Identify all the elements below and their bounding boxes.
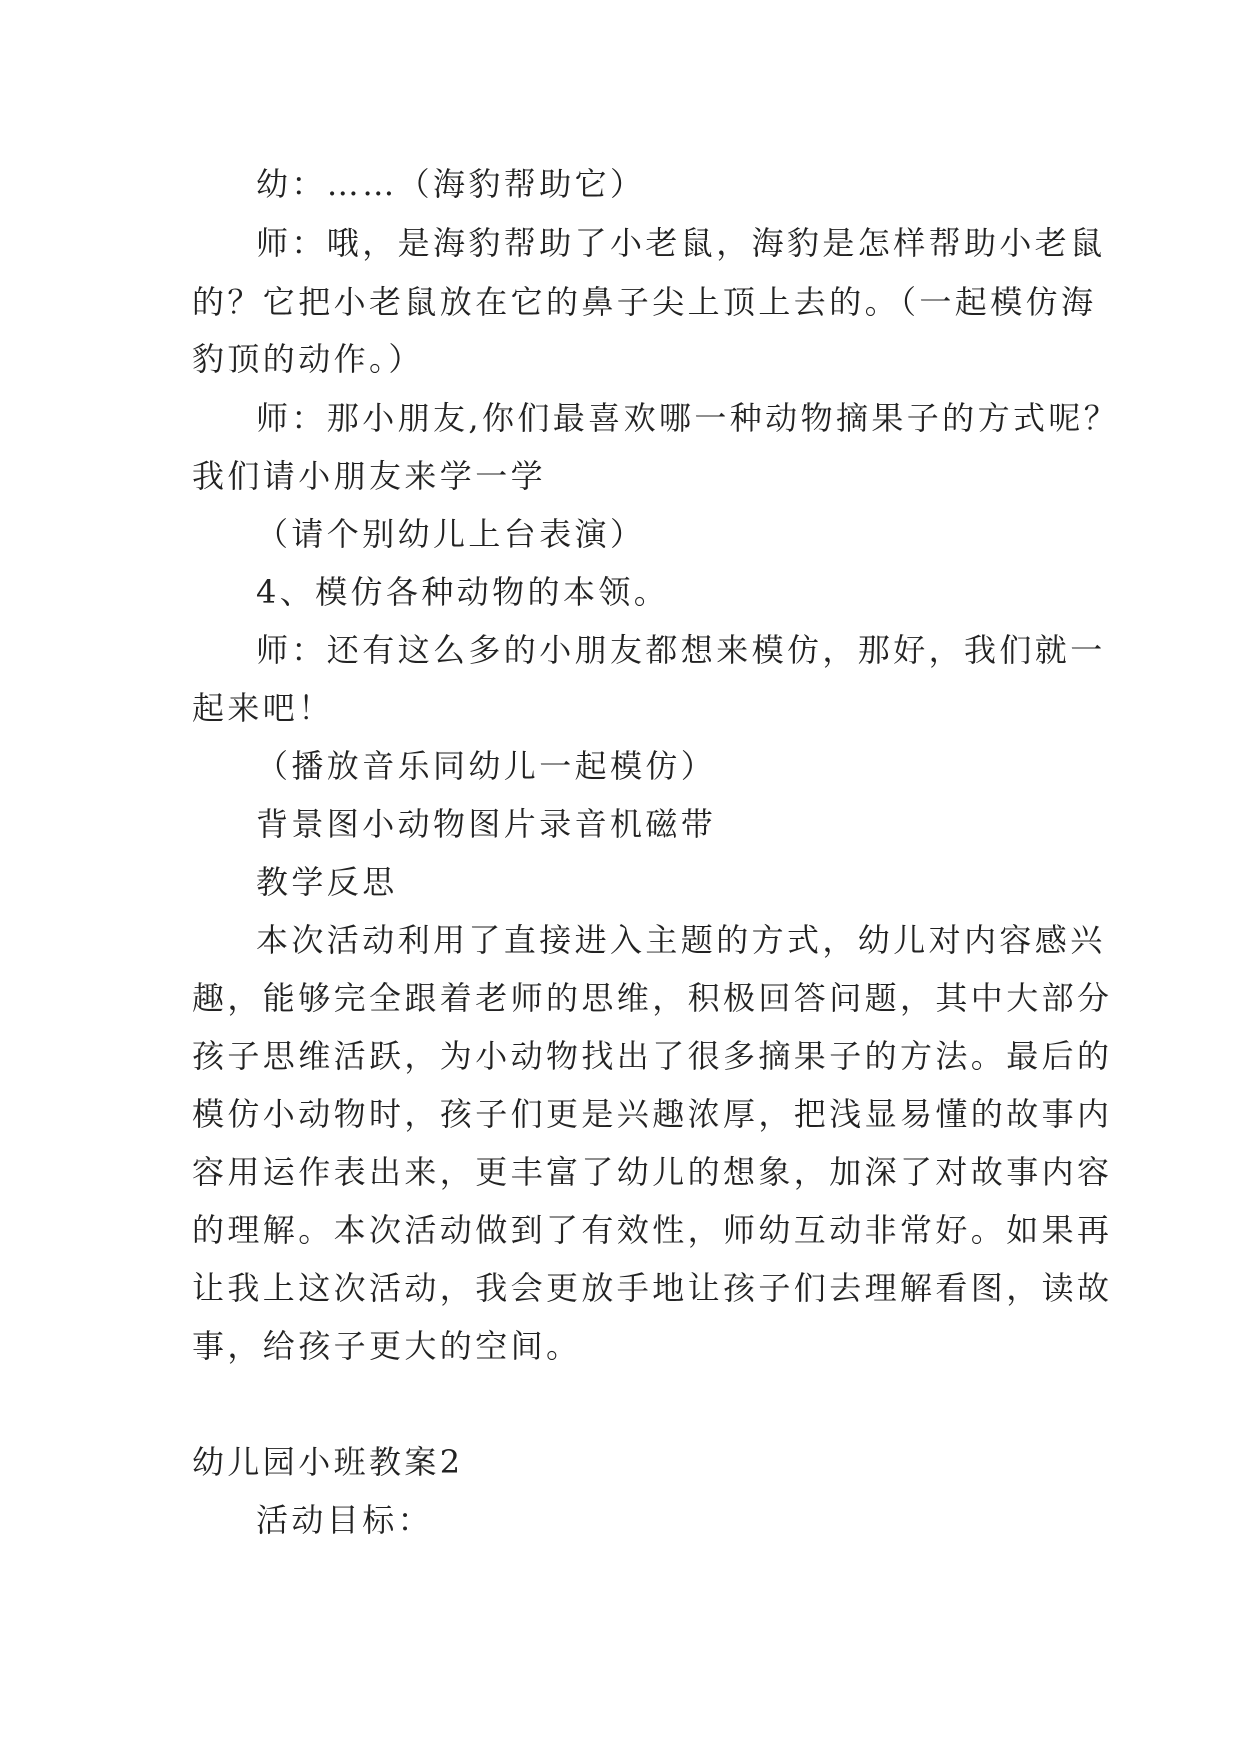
paragraph-line: 孩子思维活跃，为小动物找出了很多摘果子的方法。最后的 (192, 1037, 1113, 1075)
paragraph-line: （播放音乐同幼儿一起模仿） (256, 747, 717, 785)
paragraph-line: 幼：……（海豹帮助它） (256, 165, 646, 203)
paragraph-line: 我们请小朋友来学一学 (192, 457, 547, 495)
document-title: 幼儿园小班教案2 (192, 1443, 464, 1481)
paragraph-line: 起来吧！ (192, 689, 334, 727)
paragraph-line: 背景图小动物图片录音机磁带 (256, 805, 717, 843)
paragraph-line: 的？它把小老鼠放在它的鼻子尖上顶上去的。（一起模仿海 (192, 283, 1097, 321)
paragraph-line: 事，给孩子更大的空间。 (192, 1327, 582, 1365)
paragraph-line: 师：还有这么多的小朋友都想来模仿，那好，我们就一 (256, 631, 1106, 669)
paragraph-line: 模仿小动物时，孩子们更是兴趣浓厚，把浅显易懂的故事内 (192, 1095, 1113, 1133)
section-heading: 活动目标： (256, 1501, 434, 1539)
paragraph-line: 趣，能够完全跟着老师的思维，积极回答问题，其中大部分 (192, 979, 1113, 1017)
paragraph-line: （请个别幼儿上台表演） (256, 515, 646, 553)
paragraph-line: 让我上这次活动，我会更放手地让孩子们去理解看图，读故 (192, 1269, 1113, 1307)
paragraph-line: 师：哦，是海豹帮助了小老鼠，海豹是怎样帮助小老鼠 (256, 224, 1106, 262)
section-heading: 教学反思 (256, 863, 398, 901)
paragraph-line: 本次活动利用了直接进入主题的方式，幼儿对内容感兴 (256, 921, 1106, 959)
paragraph-line: 豹顶的动作。） (192, 340, 424, 378)
paragraph-line: 的理解。本次活动做到了有效性，师幼互动非常好。如果再 (192, 1211, 1113, 1249)
paragraph-line: 师：那小朋友,你们最喜欢哪一种动物摘果子的方式呢？ (256, 399, 1120, 437)
section-heading: 4、模仿各种动物的本领。 (256, 573, 670, 611)
paragraph-line: 容用运作表出来，更丰富了幼儿的想象，加深了对故事内容 (192, 1153, 1113, 1191)
